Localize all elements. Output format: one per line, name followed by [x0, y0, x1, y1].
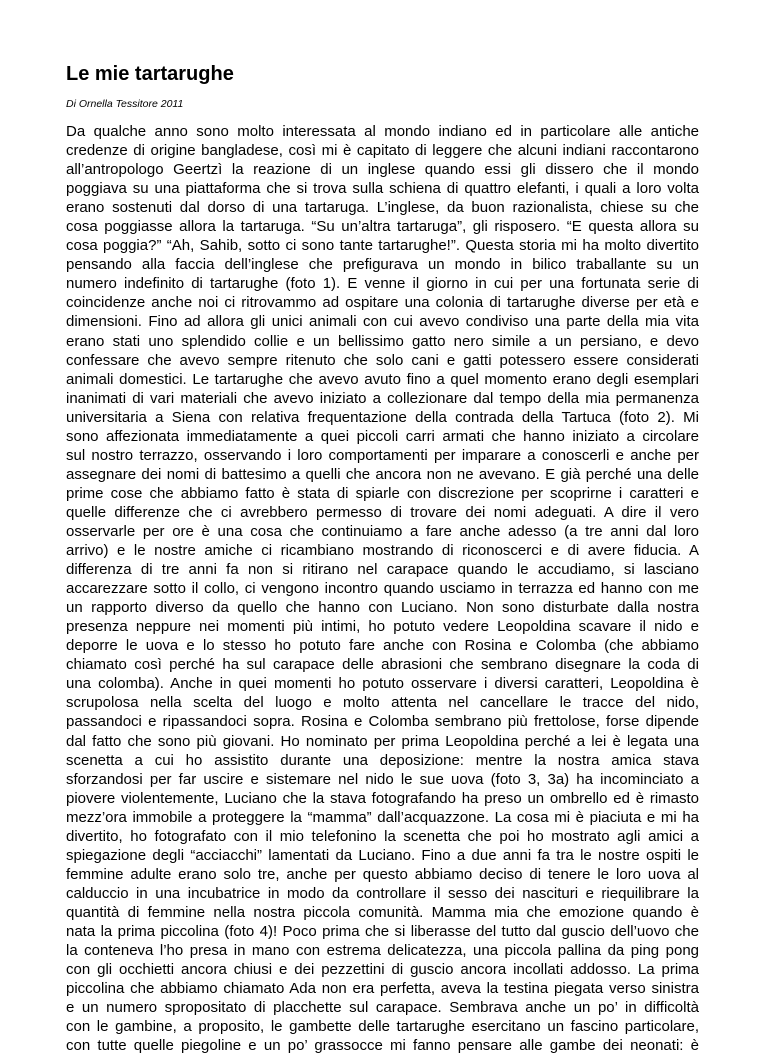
body-line: scenetta a cui ho assistito durante una deposizione: mentre la nostra amica stava [66, 751, 699, 769]
body-line: osservarle per ore è una cosa che continuiamo a fare anche adesso (a tre anni dal loro [66, 522, 699, 540]
document-byline: Di Ornella Tessitore 2011 [66, 98, 184, 110]
body-line: divertito, ho fotografato con il mio telefonino la scenetta che poi ho mostrato agli amici a [66, 827, 699, 845]
body-line: presenza neppure nei momenti più intimi, ho potuto vedere Leopoldina scavare il nido e [66, 618, 699, 636]
body-line: con tutte quelle piegoline e un po’ grassocce mi fanno pensare alle gambe dei neonati: è [66, 1037, 699, 1055]
document-title: Le mie tartarughe [66, 63, 234, 85]
body-line: con le gambine, a proposito, le gambette delle tartarughe esercitano un fascino particolare, [66, 1018, 699, 1036]
body-line: erano stati uno splendido collie e un bellissimo gatto nero simile a un persiano, e devo [66, 332, 699, 350]
body-line: cosa poggiasse allora la tartaruga. “Su un’altra tartaruga”, gli risposero. “E questa allora su [66, 218, 699, 236]
body-line: numero indefinito di tartarughe (foto 1). E venne il giorno in cui per una fortunata serie di [66, 275, 699, 293]
body-line: confessare che avevo sempre ritenuto che solo cani e gatti potessero essere considerati [66, 351, 699, 369]
body-line: scrupolosa nella scelta del luogo e molto attenta nel cancellare le tracce del nido, [66, 694, 699, 712]
body-line: la conteneva l’ho presa in mano con estrema delicatezza, una piccola pallina da ping pong [66, 942, 699, 960]
body-line: coincidenze anche noi ci ritrovammo ad ospitare una colonia di tartarughe diverse per età e [66, 294, 699, 312]
body-line: universitaria a Siena con relativa frequentazione della contrada della Tartuca (foto 2). Mi [66, 408, 699, 426]
body-line: credenze di origine bangladese, così mi è capitato di leggere che alcuni indiani raccontarono [66, 142, 699, 160]
body-line: chiamato così perché ha sul carapace delle abrasioni che sembrano disegnare la coda di [66, 656, 699, 674]
body-line: Da qualche anno sono molto interessata al mondo indiano ed in particolare alle antiche [66, 123, 699, 140]
body-line: una colomba). Anche in quei momenti ho potuto osservare i diversi caratteri, Leopoldina è [66, 675, 699, 693]
body-line: un rapporto diverso da quello che hanno con Luciano. Non sono disturbate dalla nostra [66, 599, 699, 617]
body-line: mezz’ora immobile a proteggere la “mamma” dall’acquazzone. La cosa mi è piaciuta e mi ha [66, 808, 699, 826]
body-line: pensando alla faccia dell’inglese che prefigurava un mondo in bilico traballante su un [66, 256, 699, 274]
body-line: prime cose che abbiamo fatto è stata di spiarle con discrezione per scoprirne i caratteri e [66, 484, 699, 502]
body-line: all’antropologo Geertzì la reazione di un inglese quando essi gli dissero che il mondo [66, 161, 699, 179]
body-line: differenza di tre anni fa non si ritirano nel carapace quando le accudiamo, si lasciano [66, 561, 699, 579]
body-line: femmine adulte erano solo tre, anche per questo abbiamo deciso di tenere le loro uova al [66, 865, 699, 883]
body-line: accarezzare sotto il collo, ci vengono incontro quando usciamo in terrazza ed hanno con me [66, 580, 699, 598]
document-body [66, 122, 699, 1055]
body-line: sul nostro terrazzo, osservando i loro comportamenti per imparare a conoscerli e anche per [66, 446, 699, 464]
body-line: inanimati di vari materiali che avevo iniziato a collezionare dal tempo della mia permanenza [66, 389, 699, 407]
body-line: cosa poggia?” “Ah, Sahib, sotto ci sono tante tartarughe!”. Questa storia mi ha molto divertito [66, 237, 699, 255]
body-line: sforzandosi per far uscire e sistemare nel nido le sue uova (foto 3, 3a) ha incominciato a [66, 770, 699, 788]
body-line: piccolina che abbiamo chiamato Ada non era perfetta, aveva la testina piegata verso sinistra [66, 980, 699, 998]
body-line: con gli occhietti ancora chiusi e dei pezzettini di guscio ancora incollati addosso. La prima [66, 961, 699, 979]
body-line: piovere violentemente, Luciano che la stava fotografando ha preso un ombrello ed è rimasto [66, 789, 699, 807]
body-line: e un numero spropositato di placchette sul carapace. Sembrava anche un po’ in difficoltà [66, 999, 699, 1017]
body-line: nata la prima piccolina (foto 4)! Poco prima che si liberasse del tutto dal guscio dell’uovo che [66, 922, 699, 940]
body-line: quantità di femmine nella nostra piccola comunità. Mamma mia che emozione quando è [66, 903, 699, 921]
body-line: quelle differenze che ci avrebbero permesso di trovare dei nomi adeguati. A dire il vero [66, 503, 699, 521]
body-line: poggiava su una piattaforma che si trova sulla schiena di quattro elefanti, i quali a loro volta [66, 180, 699, 198]
body-line: spiegazione degli “acciacchi” lamentati da Luciano. Fino a due anni fa tra le nostre ospiti le [66, 846, 699, 864]
body-line: passandoci e ripassandoci sopra. Rosina e Colomba sembrano più frettolose, forse dipende [66, 713, 699, 731]
body-line: dal fatto che sono più giovani. Ho nominato per prima Leopoldina perché a lei è legata una [66, 732, 699, 750]
body-line: assegnare dei nomi di battesimo a quelli che ancora non ne avevano. E già perché una delle [66, 465, 699, 483]
body-line: arrivo) e le nostre amiche ci ricambiano mostrando di riconoscerci e di avere fiducia. A [66, 542, 699, 560]
body-line: sono affezionata immediatamente a quei piccoli carri armati che hanno iniziato a circolare [66, 427, 699, 445]
body-line: dimensioni. Fino ad allora gli unici animali con cui avevo condiviso una parte della mia vita [66, 313, 699, 331]
body-line: deporre le uova e lo stesso ho potuto fare anche con Rosina e Colomba (che abbiamo [66, 637, 699, 655]
body-line: erano sostenuti dal dorso di una tartaruga. L’inglese, da buon razionalista, chiese su che [66, 199, 699, 217]
body-line: animali domestici. Le tartarughe che avevo avuto fino a quel momento erano degli esemplari [66, 370, 699, 388]
body-line: calduccio in una incubatrice in modo da controllare il sesso dei nascituri e riequilibrare la [66, 884, 699, 902]
